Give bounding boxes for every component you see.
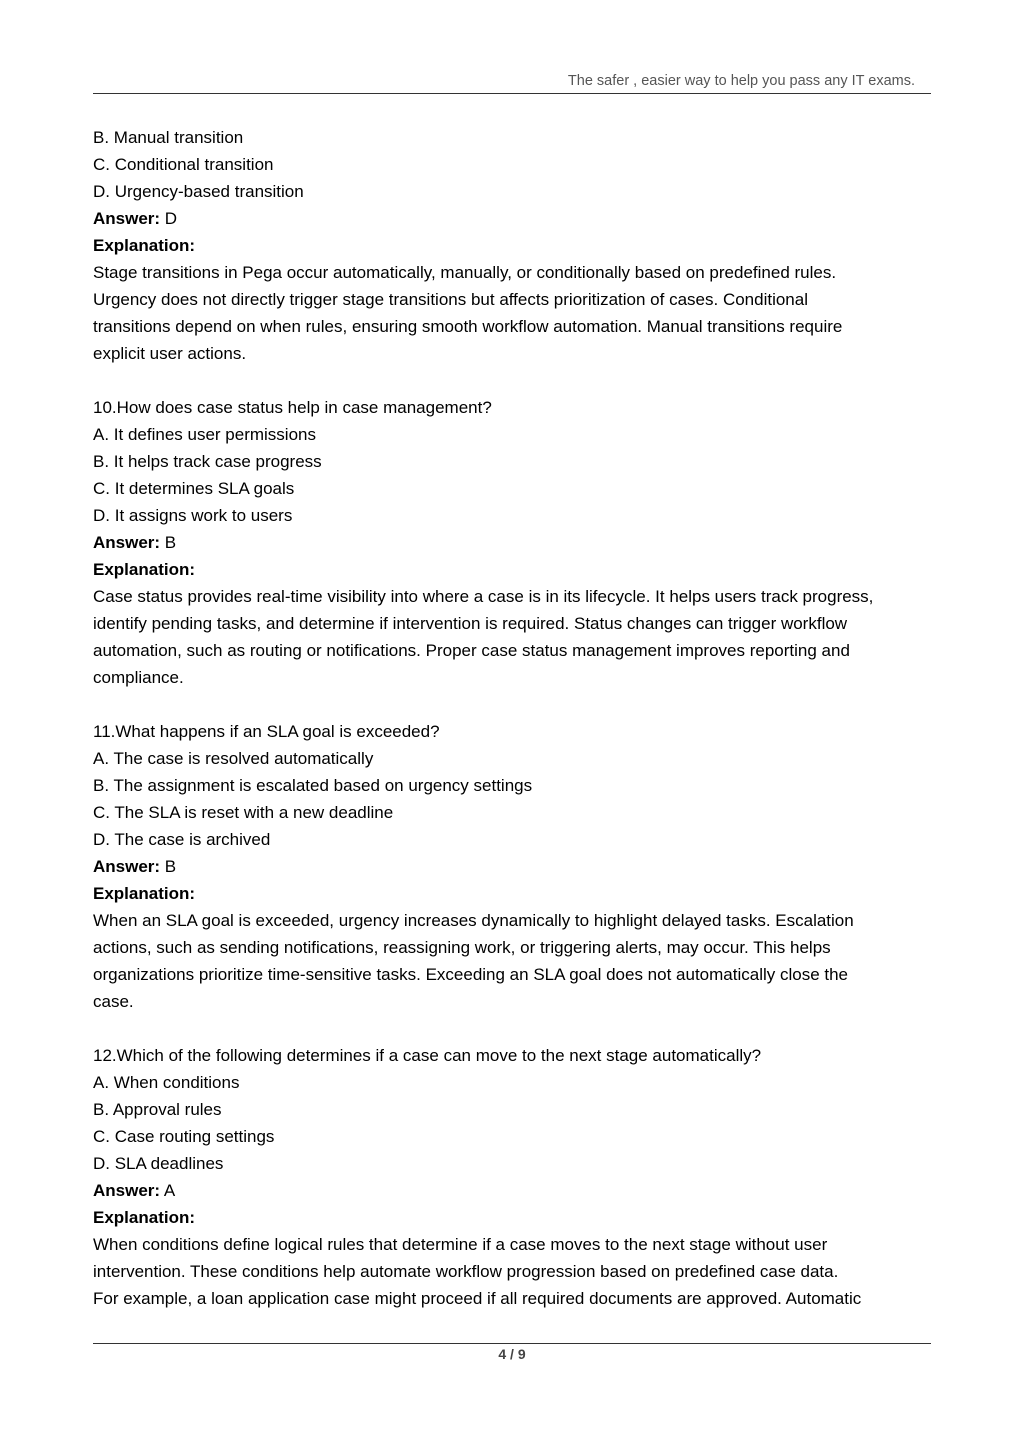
q12-explanation-label: Explanation: (93, 1208, 196, 1227)
q12-explanation-line: When conditions define logical rules that determine if a case moves to the next stage without user (93, 1235, 828, 1254)
q10-explanation-line: identify pending tasks, and determine if intervention is required. Status changes can trigger workflow (93, 614, 848, 633)
answer-value: B (160, 857, 177, 876)
q11-option-d: D. The case is archived (93, 830, 271, 849)
footer-divider (93, 1343, 931, 1344)
spacer (93, 1015, 933, 1042)
q9-option-d: D. Urgency-based transition (93, 182, 304, 201)
q11-option-c: C. The SLA is reset with a new deadline (93, 803, 394, 822)
q11-explanation-label: Explanation: (93, 884, 196, 903)
q10-question: 10.How does case status help in case management? (93, 398, 492, 417)
q12-answer (93, 1177, 933, 1204)
answer-value: D (160, 209, 178, 228)
q9-option-b: B. Manual transition (93, 128, 244, 147)
q12-option-d: D. SLA deadlines (93, 1154, 224, 1173)
q10-option-c: C. It determines SLA goals (93, 479, 295, 498)
q9-explanation-line: explicit user actions. (93, 344, 247, 363)
q11-explanation-line: actions, such as sending notifications, reassigning work, or triggering alerts, may occur. This helps (93, 938, 831, 957)
answer-label: Answer: (93, 857, 161, 876)
q9-answer (93, 205, 933, 232)
header-tagline: The safer , easier way to help you pass any IT exams. (567, 73, 915, 89)
q11-option-a: A. The case is resolved automatically (93, 749, 374, 768)
answer-label: Answer: (93, 533, 161, 552)
question-11-block (93, 718, 933, 1015)
q12-option-c: C. Case routing settings (93, 1127, 275, 1146)
q11-question: 11.What happens if an SLA goal is exceeded? (93, 722, 440, 741)
q10-explanation-line: compliance. (93, 668, 184, 687)
q11-answer (93, 853, 933, 880)
q11-explanation-line: When an SLA goal is exceeded, urgency increases dynamically to highlight delayed tasks. Escalation (93, 911, 854, 930)
q10-option-b: B. It helps track case progress (93, 452, 322, 471)
answer-value: A (160, 1181, 176, 1200)
answer-value: B (160, 533, 177, 552)
spacer (93, 367, 933, 394)
q10-explanation-label: Explanation: (93, 560, 196, 579)
q9-option-c: C. Conditional transition (93, 155, 274, 174)
q12-option-b: B. Approval rules (93, 1100, 222, 1119)
q10-answer (93, 529, 933, 556)
document-body (93, 124, 933, 1312)
q12-explanation-line: intervention. These conditions help automate workflow progression based on predefined case data. (93, 1262, 839, 1281)
q12-question: 12.Which of the following determines if a case can move to the next stage automatically? (93, 1046, 762, 1065)
q9-explanation-label: Explanation: (93, 236, 196, 255)
q11-explanation-line: case. (93, 992, 134, 1011)
q9-explanation-line: Stage transitions in Pega occur automatically, manually, or conditionally based on predefined rules. (93, 263, 837, 282)
spacer (93, 691, 933, 718)
q10-explanation-line: automation, such as routing or notifications. Proper case status management improves reporting and (93, 641, 850, 660)
answer-label: Answer: (93, 209, 161, 228)
q12-explanation-line: For example, a loan application case might proceed if all required documents are approved. Automatic (93, 1289, 862, 1308)
q11-explanation-line: organizations prioritize time-sensitive tasks. Exceeding an SLA goal does not automatically close the (93, 965, 849, 984)
question-12-block (93, 1042, 933, 1312)
q12-option-a: A. When conditions (93, 1073, 240, 1092)
answer-label: Answer: (93, 1181, 161, 1200)
question-10-block (93, 394, 933, 691)
q11-option-b: B. The assignment is escalated based on urgency settings (93, 776, 533, 795)
question-9-block (93, 124, 933, 367)
q9-explanation-line: Urgency does not directly trigger stage transitions but affects prioritization of cases. Conditional (93, 290, 808, 309)
q10-option-a: A. It defines user permissions (93, 425, 316, 444)
q10-option-d: D. It assigns work to users (93, 506, 293, 525)
page-number: 4 / 9 (498, 1346, 526, 1362)
header-divider (93, 93, 931, 94)
q9-explanation-line: transitions depend on when rules, ensuring smooth workflow automation. Manual transitions require (93, 317, 843, 336)
q10-explanation-line: Case status provides real-time visibility into where a case is in its lifecycle. It helps users track progress, (93, 587, 874, 606)
